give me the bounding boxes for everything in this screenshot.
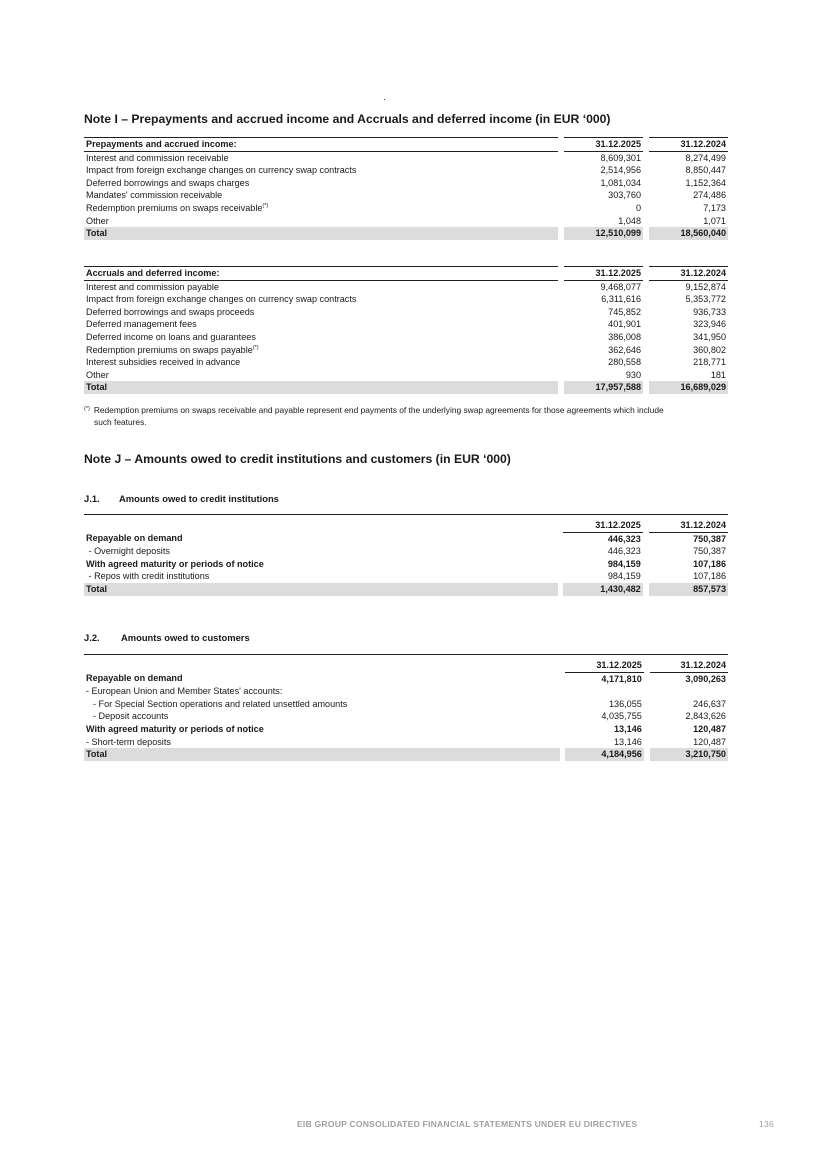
total-2025: 17,957,588 bbox=[564, 381, 643, 394]
note-j-title: Note J – Amounts owed to credit institutions and customers (in EUR ‘000) bbox=[84, 452, 511, 466]
row-label bbox=[84, 280, 558, 293]
value-2024: 1,071 bbox=[703, 215, 726, 226]
table-header-row bbox=[84, 519, 728, 532]
value-2025: 303,760 bbox=[608, 190, 642, 201]
table-row bbox=[84, 545, 728, 558]
table-row bbox=[84, 293, 728, 306]
footnote-reference: (*) bbox=[262, 202, 269, 209]
value-2025: 1,081,034 bbox=[600, 177, 642, 188]
total-label: Total bbox=[84, 227, 558, 240]
row-label-text: Interest subsidies received in advance bbox=[86, 357, 241, 368]
total-label: Total bbox=[84, 583, 558, 596]
table-row bbox=[84, 306, 728, 319]
row-label bbox=[84, 344, 558, 357]
value-2025: 4,035,755 bbox=[601, 711, 642, 722]
value-2025: 2,514,956 bbox=[600, 165, 642, 176]
row-label bbox=[84, 318, 558, 331]
value-2024: 323,946 bbox=[693, 319, 726, 330]
j1-number: J.1. bbox=[84, 493, 100, 504]
accruals-table bbox=[84, 266, 728, 394]
row-label: - European Union and Member States' accounts: bbox=[86, 686, 283, 697]
value-2025: 401,901 bbox=[608, 319, 642, 330]
table-header-label bbox=[84, 519, 558, 532]
value-2024: 936,733 bbox=[693, 306, 726, 317]
footnote-reference: (*) bbox=[252, 344, 259, 351]
total-row bbox=[84, 227, 728, 240]
value-2024: 1,152,364 bbox=[685, 177, 726, 188]
j2-number: J.2. bbox=[84, 632, 100, 643]
value-2024: 120,487 bbox=[693, 723, 726, 734]
table-row bbox=[84, 532, 728, 545]
table-row bbox=[84, 570, 728, 583]
value-2024: 750,387 bbox=[693, 533, 726, 544]
table-row bbox=[84, 723, 728, 736]
row-label: Repayable on demand bbox=[86, 533, 183, 544]
value-2024 bbox=[650, 685, 728, 698]
row-label: With agreed maturity or periods of notice bbox=[86, 723, 264, 734]
value-2025: 280,558 bbox=[608, 357, 642, 368]
footnote-mark: (*) bbox=[84, 406, 90, 412]
total-row bbox=[84, 583, 728, 596]
value-2024: 750,387 bbox=[693, 546, 726, 557]
j2-title-text: Amounts owed to customers bbox=[121, 632, 250, 643]
footnote-line-2: such features. bbox=[94, 416, 147, 427]
value-2025: 1,048 bbox=[618, 215, 642, 226]
row-label-text: Interest and commission receivable bbox=[86, 152, 229, 163]
footer-title: EIB GROUP CONSOLIDATED FINANCIAL STATEMENTS UNDER EU DIRECTIVES bbox=[297, 1119, 638, 1129]
table-row bbox=[84, 736, 728, 749]
row-label-text: Other bbox=[86, 369, 109, 380]
value-2025: 930 bbox=[625, 369, 642, 380]
value-2025: 0 bbox=[635, 202, 642, 213]
total-label: Total bbox=[84, 748, 560, 761]
table-row bbox=[84, 189, 728, 202]
column-header-2024: 31.12.2024 bbox=[649, 519, 728, 532]
column-header-2025: 31.12.2025 bbox=[564, 138, 643, 152]
value-2025: 13,146 bbox=[614, 723, 642, 734]
value-2025: 9,468,077 bbox=[600, 281, 642, 292]
table-row bbox=[84, 356, 728, 369]
value-2024: 5,353,772 bbox=[685, 294, 726, 305]
value-2024: 3,090,263 bbox=[685, 673, 726, 684]
row-label bbox=[84, 369, 558, 382]
row-label bbox=[84, 202, 558, 215]
value-2024: 107,186 bbox=[693, 558, 726, 569]
value-2024: 181 bbox=[710, 369, 726, 380]
row-label-text: Deferred borrowings and swaps proceeds bbox=[86, 306, 255, 317]
value-2024: 7,173 bbox=[703, 202, 726, 213]
table-row bbox=[84, 318, 728, 331]
row-label-text: Interest and commission payable bbox=[86, 281, 219, 292]
total-2024: 3,210,750 bbox=[650, 748, 728, 761]
row-label bbox=[84, 331, 558, 344]
value-2024: 8,274,499 bbox=[685, 152, 726, 163]
row-label-text: Impact from foreign exchange changes on currency swap contracts bbox=[86, 165, 357, 176]
total-2024: 857,573 bbox=[649, 583, 728, 596]
row-label bbox=[84, 164, 558, 177]
value-2025: 984,159 bbox=[607, 558, 641, 569]
value-2025: 4,171,810 bbox=[601, 673, 642, 684]
row-label bbox=[84, 356, 558, 369]
row-label: - For Special Section operations and related unsettled amounts bbox=[93, 698, 348, 709]
row-label: - Short-term deposits bbox=[86, 736, 171, 747]
row-label-text: Deferred management fees bbox=[86, 319, 197, 330]
column-header-2025: 31.12.2025 bbox=[564, 267, 643, 281]
value-2024: 120,487 bbox=[693, 736, 726, 747]
total-2024: 16,689,029 bbox=[649, 381, 728, 394]
table-header-row bbox=[84, 659, 728, 672]
value-2025: 13,146 bbox=[614, 736, 642, 747]
column-header-2024: 31.12.2024 bbox=[650, 659, 728, 672]
value-2025: 136,055 bbox=[608, 698, 642, 709]
prepayments-table bbox=[84, 137, 728, 240]
table-header-row bbox=[84, 138, 728, 152]
row-label-text: Mandates' commission receivable bbox=[86, 190, 223, 201]
total-2025: 4,184,956 bbox=[565, 748, 643, 761]
table-row bbox=[84, 331, 728, 344]
row-label-text: Deferred borrowings and swaps charges bbox=[86, 177, 250, 188]
table-row bbox=[84, 710, 728, 723]
table-row bbox=[84, 202, 728, 215]
value-2025: 446,323 bbox=[607, 546, 641, 557]
customers-table bbox=[84, 654, 728, 761]
table-row bbox=[84, 685, 728, 698]
row-label-text: Deferred income on loans and guarantees bbox=[86, 331, 256, 342]
row-label: - Overnight deposits bbox=[86, 546, 170, 557]
note-i-title: Note I – Prepayments and accrued income and Accruals and deferred income (in EUR ‘000) bbox=[84, 112, 611, 126]
total-2025: 1,430,482 bbox=[563, 583, 642, 596]
row-label bbox=[84, 151, 558, 164]
table-row bbox=[84, 177, 728, 190]
table-row bbox=[84, 344, 728, 357]
footnote-text-1: Redemption premiums on swaps receivable and payable represent end payments of the underlying swap agreements for those agreements which include bbox=[93, 405, 664, 415]
j2-title bbox=[84, 632, 250, 643]
row-label: - Deposit accounts bbox=[93, 711, 169, 722]
value-2025: 8,609,301 bbox=[600, 152, 642, 163]
value-2025 bbox=[565, 685, 643, 698]
table-header-label: Accruals and deferred income: bbox=[84, 267, 558, 281]
j1-title bbox=[84, 493, 279, 504]
j1-title-text: Amounts owed to credit institutions bbox=[119, 493, 279, 504]
row-label-text: Redemption premiums on swaps receivable bbox=[86, 202, 263, 213]
credit-institutions-table bbox=[84, 514, 728, 596]
row-label bbox=[84, 306, 558, 319]
total-2024: 18,560,040 bbox=[649, 227, 728, 240]
value-2025: 362,646 bbox=[608, 344, 642, 355]
stray-dot bbox=[384, 99, 385, 100]
row-label bbox=[84, 189, 558, 202]
row-label: With agreed maturity or periods of notice bbox=[86, 558, 264, 569]
table-row bbox=[84, 280, 728, 293]
value-2024: 274,486 bbox=[693, 190, 726, 201]
value-2024: 9,152,874 bbox=[685, 281, 726, 292]
total-row bbox=[84, 381, 728, 394]
table-row bbox=[84, 698, 728, 711]
value-2024: 2,843,626 bbox=[685, 711, 726, 722]
page-number: 136 bbox=[759, 1119, 774, 1129]
value-2024: 360,802 bbox=[693, 344, 726, 355]
value-2024: 8,850,447 bbox=[685, 165, 726, 176]
row-label-text: Impact from foreign exchange changes on currency swap contracts bbox=[86, 294, 357, 305]
row-label bbox=[84, 293, 558, 306]
footnote bbox=[84, 404, 734, 429]
footnote-line-1 bbox=[84, 404, 734, 417]
total-label: Total bbox=[84, 381, 558, 394]
total-row bbox=[84, 748, 728, 761]
row-label bbox=[84, 215, 558, 228]
row-label-text: Redemption premiums on swaps payable bbox=[86, 344, 253, 355]
value-2024: 107,186 bbox=[693, 571, 726, 582]
table-row bbox=[84, 215, 728, 228]
row-label: - Repos with credit institutions bbox=[86, 571, 210, 582]
value-2025: 984,159 bbox=[607, 571, 641, 582]
table-row bbox=[84, 672, 728, 685]
table-header-label bbox=[84, 659, 560, 672]
column-header-2024: 31.12.2024 bbox=[649, 138, 728, 152]
table-row bbox=[84, 558, 728, 571]
value-2024: 246,637 bbox=[693, 698, 726, 709]
row-label bbox=[84, 177, 558, 190]
value-2024: 341,950 bbox=[693, 331, 726, 342]
value-2025: 6,311,616 bbox=[601, 294, 642, 305]
table-header-label: Prepayments and accrued income: bbox=[84, 138, 558, 152]
value-2025: 446,323 bbox=[607, 533, 641, 544]
table-row bbox=[84, 369, 728, 382]
table-row bbox=[84, 164, 728, 177]
value-2025: 745,852 bbox=[608, 306, 642, 317]
row-label-text: Other bbox=[86, 215, 109, 226]
column-header-2024: 31.12.2024 bbox=[649, 267, 728, 281]
column-header-2025: 31.12.2025 bbox=[563, 519, 642, 532]
table-row bbox=[84, 151, 728, 164]
column-header-2025: 31.12.2025 bbox=[565, 659, 643, 672]
value-2024: 218,771 bbox=[693, 357, 726, 368]
row-label: Repayable on demand bbox=[86, 673, 183, 684]
value-2025: 386,008 bbox=[608, 331, 642, 342]
table-header-row bbox=[84, 267, 728, 281]
total-2025: 12,510,099 bbox=[564, 227, 643, 240]
